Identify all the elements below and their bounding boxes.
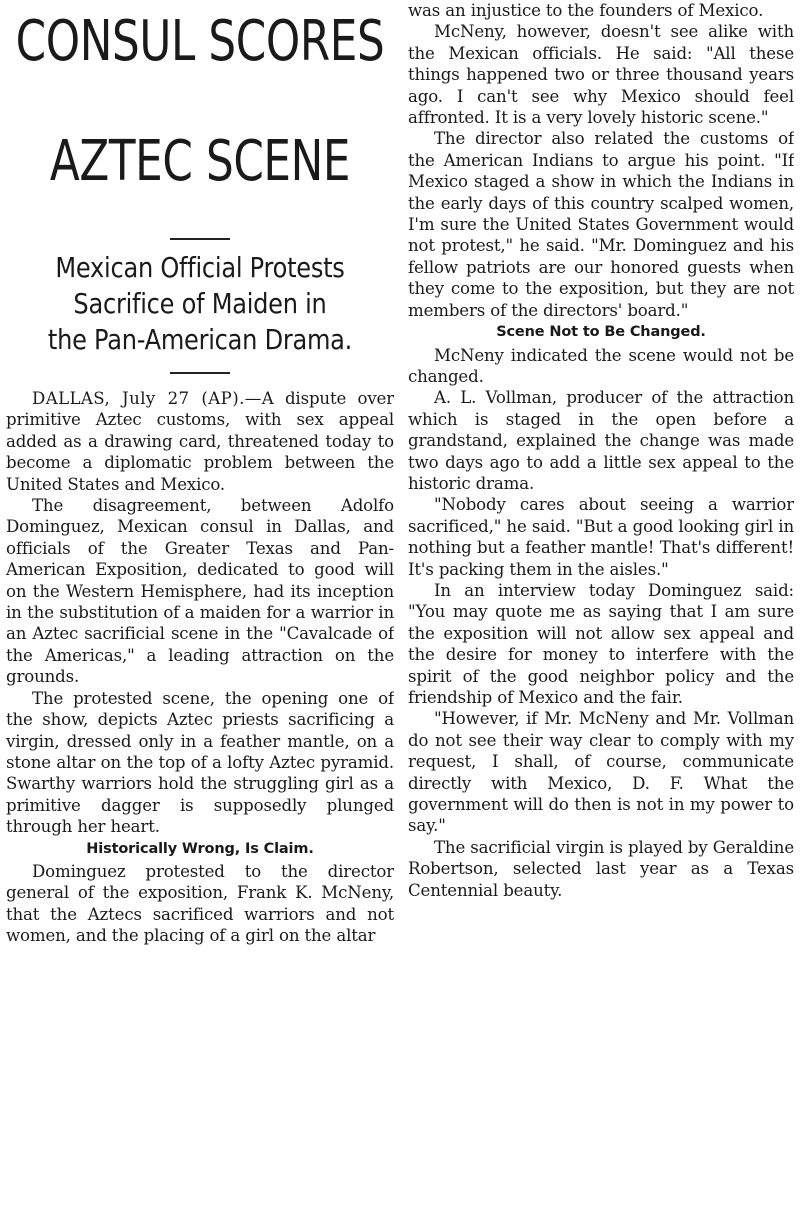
article-body-left bbox=[6, 388, 394, 947]
lead-text: A dispute over primitive Aztec customs, with sex appeal added as a drawing card, threatened today to become a diplomatic problem between the United States and Mexico. bbox=[6, 389, 394, 494]
dateline: DALLAS, July 27 (AP).— bbox=[32, 389, 262, 408]
article-paragraph: In an interview today Dominguez said: "You may quote me as saying that I am sure the exposition will not allow sex appeal and the desire for money to interfere with the spirit of the good neighbor policy and the friendship of Mexico and the fair. bbox=[408, 580, 794, 707]
headline-line-2: AZTEC SCENE bbox=[49, 129, 351, 194]
deck-line-3: the Pan-American Drama. bbox=[47, 323, 353, 356]
article-body-right bbox=[408, 0, 794, 901]
article-paragraph: "Nobody cares about seeing a warrior sacrificed," he said. "But a good looking girl in nothing but a feather mantle! That's different! It's packing them in the aisles." bbox=[408, 495, 794, 579]
article-paragraph: McNeny indicated the scene would not be changed. bbox=[408, 345, 794, 386]
deck-headline bbox=[7, 250, 394, 358]
subheading: Scene Not to Be Changed. bbox=[496, 324, 706, 341]
divider-rule bbox=[170, 238, 230, 240]
article-paragraph: Dominguez protested to the director general of the exposition, Frank K. McNeny, that the Aztecs sacrificed warriors and not women, and the placing of a girl on the altar bbox=[6, 861, 394, 946]
article-paragraph: "However, if Mr. McNeny and Mr. Vollman do not see their way clear to comply with my request, I shall, of course, communicate directly with Mexico, D. F. What the government will do then is not in my power to say." bbox=[408, 709, 794, 836]
subheading: Historically Wrong, Is Claim. bbox=[86, 840, 314, 857]
divider-rule bbox=[170, 372, 230, 374]
deck-line-2: Sacrifice of Maiden in bbox=[73, 287, 327, 320]
deck-line-1: Mexican Official Protests bbox=[55, 251, 345, 284]
headline-line-1: CONSUL SCORES bbox=[15, 9, 385, 74]
article-paragraph: The director also related the customs of the American Indians to argue his point. "If Mexico staged a show in which the Indians in the early days of this country scalped women, I'm sure the United States Government would not protest," he said. "Mr. Dominguez and his fellow patriots are our honored guests when they come to the exposition, but they are not members of the directors' board." bbox=[408, 129, 794, 320]
article-paragraph: McNeny, however, doesn't see alike with the Mexican officials. He said: "All these things happened two or three thousand years ago. I can't see why Mexico should feel affronted. It is a very lovely historic scene." bbox=[408, 22, 794, 128]
article-paragraph-continued: was an injustice to the founders of Mexico. bbox=[408, 1, 764, 20]
headline bbox=[6, 10, 394, 194]
left-column bbox=[6, 0, 394, 1206]
article-paragraph: The protested scene, the opening one of the show, depicts Aztec priests sacrificing a virgin, dressed only in a feather mantle, on a stone altar on the top of a lofty Aztec pyramid. Swarthy warriors hold the struggling girl as a primitive dagger is supposedly plunged through her heart. bbox=[6, 688, 394, 837]
right-column bbox=[408, 0, 794, 1206]
article-paragraph: The disagreement, between Adolfo Dominguez, Mexican consul in Dallas, and officials of the Greater Texas and Pan-American Exposition, dedicated to good will on the Western Hemisphere, had its inception in the substitution of a maiden for a warrior in an Aztec sacrificial scene in the "Cavalcade of the Americas," a leading attraction on the grounds. bbox=[6, 496, 394, 687]
article-paragraph: The sacrificial virgin is played by Geraldine Robertson, selected last year as a Texas Centennial beauty. bbox=[408, 837, 794, 900]
article-paragraph: A. L. Vollman, producer of the attraction which is staged in the open before a grandstand, explained the change was made two days ago to add a little sex appeal to the historic drama. bbox=[408, 388, 794, 493]
article-paragraph bbox=[6, 388, 394, 495]
